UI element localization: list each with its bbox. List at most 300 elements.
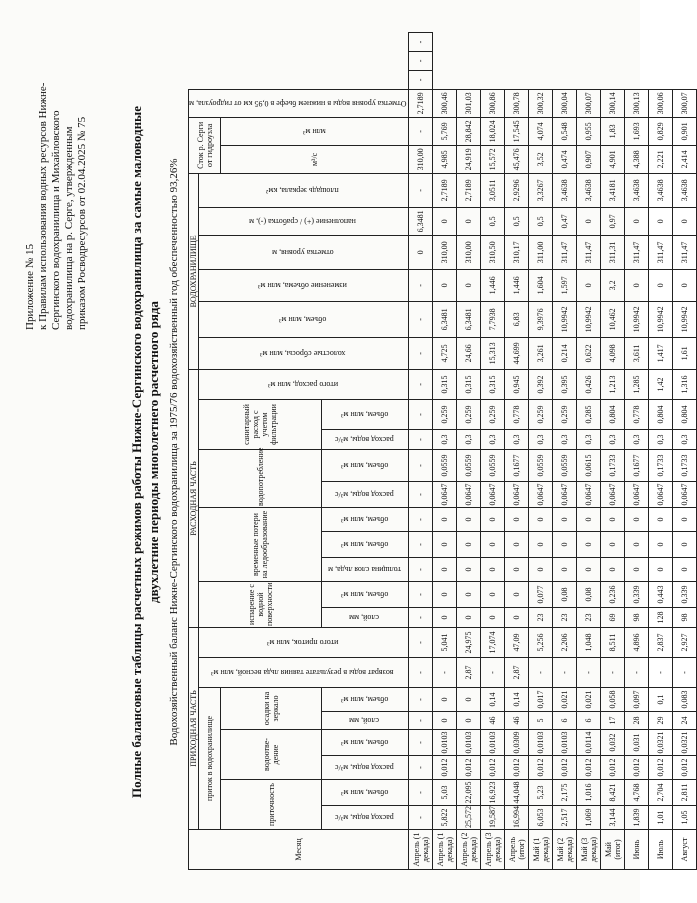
table-cell: - xyxy=(409,117,433,145)
header-water-use: водопотребление xyxy=(199,449,322,507)
table-cell: 0 xyxy=(409,235,433,269)
table-body xyxy=(409,32,697,869)
table-cell: 0 xyxy=(625,507,649,531)
table-cell: 0,0321 xyxy=(673,729,697,755)
table-cell: 0,0103 xyxy=(553,729,577,755)
table-cell: 0 xyxy=(577,557,601,581)
table-cell: 3,2 xyxy=(601,269,625,301)
table-cell: 0,829 xyxy=(649,117,673,145)
table-cell: 2,811 xyxy=(673,779,697,805)
table-cell: 10,9942 xyxy=(577,301,601,337)
table-cell: 44,048 xyxy=(505,779,529,805)
rotated-document xyxy=(10,12,690,892)
table-cell: 0,3 xyxy=(529,429,553,449)
table-cell: 0 xyxy=(649,557,673,581)
table-cell: 0 xyxy=(505,607,529,627)
table-cell: 5,03 xyxy=(433,779,457,805)
table-cell: 17,545 xyxy=(505,117,529,145)
table-cell: 22,095 xyxy=(457,779,481,805)
title-line: Полные балансовые таблицы расчетных режимов работы Нижне-Сергинского водохранилища за самые маловодные xyxy=(129,105,144,798)
table-row xyxy=(505,32,529,869)
table-cell: - xyxy=(409,301,433,337)
table-cell: 46 xyxy=(481,711,505,729)
table-cell: 0 xyxy=(481,581,505,607)
table-cell: 0,012 xyxy=(601,755,625,779)
table-cell: 0,804 xyxy=(601,399,625,429)
table-caption: Водохозяйственный баланс Нижне-Сергинского водохранилища за 1975/76 водохозяйственный год обеспеченностью 93,26% xyxy=(168,157,180,746)
table-cell: 0,339 xyxy=(625,581,649,607)
month-cell: Июнь xyxy=(625,829,649,869)
title-line: двухлетние периоды многолетнего расчетного ряда xyxy=(146,300,161,603)
table-cell: 44,699 xyxy=(505,337,529,369)
table-cell: 17,074 xyxy=(481,627,505,657)
table-cell: 0,012 xyxy=(625,755,649,779)
table-cell: 0 xyxy=(457,531,481,557)
table-cell: 310,00 xyxy=(457,235,481,269)
table-cell: 6,053 xyxy=(529,805,553,829)
table-cell: 300,04 xyxy=(553,89,577,117)
table-cell: 0,3 xyxy=(649,429,673,449)
table-cell: 301,03 xyxy=(457,89,481,117)
table-cell: 1,069 xyxy=(577,805,601,829)
table-cell: 18,024 xyxy=(481,117,505,145)
table-cell: 0,097 xyxy=(625,687,649,711)
table-cell: 0,077 xyxy=(529,581,553,607)
table-cell: 3,3267 xyxy=(529,173,553,207)
table-cell: 0,08 xyxy=(553,581,577,607)
table-cell: 0,5 xyxy=(505,207,529,235)
table-cell: 300,07 xyxy=(577,89,601,117)
table-cell: 0,3 xyxy=(577,429,601,449)
header-evap-vol: объем, млн м³ xyxy=(322,581,409,607)
header-ice-vol: объем, млн м³ xyxy=(322,531,409,557)
table-cell: 0,474 xyxy=(553,145,577,173)
table-cell: 2,206 xyxy=(553,627,577,657)
table-cell: 311,47 xyxy=(625,235,649,269)
month-cell: Апрель (2 декада) xyxy=(457,829,481,869)
month-cell: Август xyxy=(673,829,697,869)
table-cell: 300,46 xyxy=(433,89,457,117)
table-cell: 0,1 xyxy=(649,687,673,711)
header-precip-layer: слой, мм xyxy=(322,711,409,729)
table-cell: 0,1733 xyxy=(673,449,697,481)
table-cell: 3,4181 xyxy=(601,173,625,207)
table-cell: 4,985 xyxy=(433,145,457,173)
table-cell: 10,9942 xyxy=(553,301,577,337)
table-cell: 0,0103 xyxy=(481,729,505,755)
table-cell: 0,259 xyxy=(553,399,577,429)
table-cell: 2,7189 xyxy=(457,173,481,207)
table-cell: 0,259 xyxy=(481,399,505,429)
table-cell: 0,548 xyxy=(553,117,577,145)
table-cell: - xyxy=(409,687,433,711)
table-cell: 311,47 xyxy=(553,235,577,269)
table-row xyxy=(481,32,505,869)
table-cell: 1,604 xyxy=(529,269,553,301)
table-cell: 300,07 xyxy=(673,89,697,117)
header-vol-change: изменение объема, млн м³ xyxy=(199,269,409,301)
table-cell: - xyxy=(409,531,433,557)
table-cell: 0,08 xyxy=(577,581,601,607)
header-evaporation: испарение с водной поверхности xyxy=(199,581,322,627)
table-cell: 0 xyxy=(529,557,553,581)
table-row xyxy=(649,32,673,869)
table-cell: - xyxy=(577,657,601,687)
header-precip-vol: объем, млн м³ xyxy=(322,687,409,711)
table-cell: 0 xyxy=(625,557,649,581)
table-cell: 7,7938 xyxy=(481,301,505,337)
table-cell: 0,1733 xyxy=(649,449,673,481)
table-cell: - xyxy=(409,657,433,687)
table-cell: 4,725 xyxy=(433,337,457,369)
table-cell: 0 xyxy=(553,531,577,557)
table-cell: 0,395 xyxy=(553,369,577,399)
table-cell: 128 xyxy=(649,607,673,627)
table-cell: 0,339 xyxy=(673,581,697,607)
table-cell: - xyxy=(409,581,433,607)
table-cell: 0,5 xyxy=(481,207,505,235)
table-cell: 5,041 xyxy=(433,627,457,657)
table-cell: 300,32 xyxy=(529,89,553,117)
table-cell: 10,9942 xyxy=(673,301,697,337)
table-cell: 300,06 xyxy=(649,89,673,117)
table-cell: 1,597 xyxy=(553,269,577,301)
table-cell: 6 xyxy=(577,711,601,729)
month-cell: Май (1 декада) xyxy=(529,829,553,869)
table-cell: 0,901 xyxy=(673,117,697,145)
table-cell: 3,4638 xyxy=(673,173,697,207)
table-cell: 0,315 xyxy=(433,369,457,399)
table-cell: - xyxy=(409,711,433,729)
table-cell: - xyxy=(409,269,433,301)
table-cell: 0,032 xyxy=(601,729,625,755)
table-cell: 2,87 xyxy=(457,657,481,687)
table-cell: 0,083 xyxy=(673,687,697,711)
table-cell: 3,4638 xyxy=(625,173,649,207)
appendix-line: к Правилам использования водных ресурсов Нижне- xyxy=(37,82,49,330)
table-cell: 0,0647 xyxy=(673,481,697,507)
table-cell: 5,23 xyxy=(529,779,553,805)
header-expense-part: РАСХОДНАЯ ЧАСТЬ xyxy=(189,369,199,627)
table-cell: 311,00 xyxy=(529,235,553,269)
table-cell: 2,704 xyxy=(649,779,673,805)
table-cell: 0,012 xyxy=(481,755,505,779)
header-fill: наполнение (+) / сработка (-), м xyxy=(199,207,409,235)
table-cell: 0,0114 xyxy=(577,729,601,755)
table-cell: 4,098 xyxy=(601,337,625,369)
header-runoff: Сток р. Серги от гидроузла xyxy=(189,117,221,173)
table-cell: 2,175 xyxy=(553,779,577,805)
table-cell: 0 xyxy=(553,507,577,531)
table-cell: 0,14 xyxy=(481,687,505,711)
table-cell: 6 xyxy=(553,711,577,729)
table-cell: 1,048 xyxy=(577,627,601,657)
table-cell: 0,012 xyxy=(649,755,673,779)
table-row xyxy=(409,32,433,869)
table-cell: 23 xyxy=(577,607,601,627)
table-cell: 0,1733 xyxy=(601,449,625,481)
table-cell: 0 xyxy=(649,207,673,235)
table-cell: 5 xyxy=(529,711,553,729)
table-cell: 3,611 xyxy=(625,337,649,369)
table-cell: 0,955 xyxy=(577,117,601,145)
table-cell: 0,012 xyxy=(553,755,577,779)
header-total-inflow: итого приток, млн м³ xyxy=(199,627,409,657)
table-cell: 1,213 xyxy=(601,369,625,399)
table-cell: 0 xyxy=(457,687,481,711)
table-cell: 1,01 xyxy=(649,805,673,829)
table-cell: - xyxy=(409,507,433,531)
table-cell: 3,4638 xyxy=(577,173,601,207)
table-cell: 0 xyxy=(433,711,457,729)
table-cell: 0,236 xyxy=(601,581,625,607)
table-cell: 0 xyxy=(457,507,481,531)
table-cell: 0,0559 xyxy=(481,449,505,481)
table-cell: 0,426 xyxy=(577,369,601,399)
month-cell: Апрель (3 декада) xyxy=(481,829,505,869)
table-cell: 6,83 xyxy=(505,301,529,337)
table-cell: 1,839 xyxy=(625,805,649,829)
table-cell: 0 xyxy=(577,207,601,235)
table-cell: 1,693 xyxy=(625,117,649,145)
table-cell: 0,012 xyxy=(457,755,481,779)
table-cell: 0 xyxy=(505,531,529,557)
table-cell: 2,7189 xyxy=(409,89,433,117)
table-cell: 0 xyxy=(601,507,625,531)
table-cell: 0 xyxy=(625,207,649,235)
table-cell: 0 xyxy=(433,507,457,531)
table-cell: 0,315 xyxy=(481,369,505,399)
table-cell: 1,316 xyxy=(673,369,697,399)
table-cell: 1,83 xyxy=(601,117,625,145)
table-cell: 2,87 xyxy=(505,657,529,687)
table-cell: 10,462 xyxy=(601,301,625,337)
table-cell: 0 xyxy=(529,531,553,557)
table-cell: - xyxy=(409,755,433,779)
table-cell: 0 xyxy=(457,607,481,627)
table-cell: 0,0559 xyxy=(529,449,553,481)
table-cell: 0,0103 xyxy=(529,729,553,755)
table-cell: 3,261 xyxy=(529,337,553,369)
table-row xyxy=(673,32,697,869)
table-cell: 0,0647 xyxy=(601,481,625,507)
table-cell: - xyxy=(409,369,433,399)
header-month: Месяц xyxy=(189,829,409,869)
table-cell: 311,31 xyxy=(601,235,625,269)
table-cell: 311,47 xyxy=(577,235,601,269)
table-cell: 300,14 xyxy=(601,89,625,117)
table-cell: 0 xyxy=(457,581,481,607)
table-cell: 0 xyxy=(577,531,601,557)
table-cell: 0,47 xyxy=(553,207,577,235)
table-cell: - xyxy=(409,779,433,805)
table-cell: 0,3 xyxy=(601,429,625,449)
table-cell: 0 xyxy=(481,607,505,627)
table-cell: 1,016 xyxy=(577,779,601,805)
table-row xyxy=(601,32,625,869)
table-cell: - xyxy=(409,607,433,627)
table-cell: 24,919 xyxy=(457,145,481,173)
table-cell: 300,78 xyxy=(505,89,529,117)
table-cell: 29 xyxy=(649,711,673,729)
header-inflow-group: приток в водохранилище xyxy=(199,687,221,829)
header-reservoir: ВОДОХРАНИЛИЩЕ xyxy=(189,173,199,369)
appendix-line: водохранилища на р. Серге, утвержденным xyxy=(63,126,75,330)
table-cell: 6,3481 xyxy=(409,207,433,235)
table-cell: 2,517 xyxy=(553,805,577,829)
header-sanitary-rate: расход воды, м³/с xyxy=(322,429,409,449)
table-cell: 0,3 xyxy=(505,429,529,449)
table-cell: 0,804 xyxy=(649,399,673,429)
header-water-release: водоотве-дение xyxy=(221,729,322,779)
table-row xyxy=(529,32,553,869)
table-cell: 3,4638 xyxy=(649,173,673,207)
table-cell: 47,09 xyxy=(505,627,529,657)
table-cell: 15,572 xyxy=(481,145,505,173)
table-cell: 0 xyxy=(433,607,457,627)
table-cell: 5,769 xyxy=(433,117,457,145)
table-cell: 0,622 xyxy=(577,337,601,369)
table-cell: - xyxy=(409,557,433,581)
table-cell: 2,837 xyxy=(649,627,673,657)
table-cell: 0,0647 xyxy=(577,481,601,507)
table-cell: 0,0615 xyxy=(577,449,601,481)
table-cell: 310,00 xyxy=(433,235,457,269)
header-tailwater: Отметка уровня воды в нижнем бьефе в 0,95 км от гидроузла, м xyxy=(189,89,409,117)
table-cell: - xyxy=(649,657,673,687)
table-cell: 0 xyxy=(577,507,601,531)
table-cell: 0,0559 xyxy=(457,449,481,481)
table-cell: 0 xyxy=(649,507,673,531)
table-cell: 2,221 xyxy=(649,145,673,173)
month-cell: Май (2 декада) xyxy=(553,829,577,869)
header-ice-extra: объем, млн м³ xyxy=(322,507,409,531)
table-cell: 4,074 xyxy=(529,117,553,145)
table-cell: 0 xyxy=(649,269,673,301)
table-cell: 24 xyxy=(673,711,697,729)
table-cell: 3,4638 xyxy=(553,173,577,207)
month-cell: Май (итог) xyxy=(601,829,625,869)
table-cell: 0,0103 xyxy=(457,729,481,755)
table-cell: 0,945 xyxy=(505,369,529,399)
table-cell: 1,446 xyxy=(505,269,529,301)
table-cell: 28,842 xyxy=(457,117,481,145)
header-runoff-rate: м³/с xyxy=(221,145,409,173)
table-cell: 0,0647 xyxy=(529,481,553,507)
table-cell: - xyxy=(409,51,433,70)
table-cell: 0,0647 xyxy=(649,481,673,507)
table-cell: 0,804 xyxy=(673,399,697,429)
table-cell: 0,315 xyxy=(457,369,481,399)
month-cell: Май (3 декада) xyxy=(577,829,601,869)
table-cell: 0 xyxy=(601,531,625,557)
table-cell: 2,414 xyxy=(673,145,697,173)
table-cell: 0,0647 xyxy=(625,481,649,507)
table-row xyxy=(433,32,457,869)
table-cell: 0,5 xyxy=(529,207,553,235)
table-cell: 17 xyxy=(601,711,625,729)
table-cell: 0,97 xyxy=(601,207,625,235)
table-cell: 0 xyxy=(505,581,529,607)
table-cell: - xyxy=(409,399,433,429)
header-tributary-vol: объем, млн м³ xyxy=(322,779,409,805)
table-cell: 2,7189 xyxy=(433,173,457,207)
table-cell: 0,443 xyxy=(649,581,673,607)
table-cell: 23 xyxy=(553,607,577,627)
table-cell: 0,0647 xyxy=(553,481,577,507)
table-cell: 1,61 xyxy=(673,337,697,369)
header-level: отметка уровня, м xyxy=(199,235,409,269)
table-cell: - xyxy=(673,657,697,687)
table-cell: 3,144 xyxy=(601,805,625,829)
table-cell: 0,259 xyxy=(457,399,481,429)
month-cell: Апрель (итог) xyxy=(505,829,529,869)
table-cell: 4,768 xyxy=(625,779,649,805)
table-row xyxy=(625,32,649,869)
table-row xyxy=(457,32,481,869)
table-cell: 0 xyxy=(553,557,577,581)
table-row xyxy=(577,32,601,869)
table-cell: 0,017 xyxy=(529,687,553,711)
table-cell: 0,0647 xyxy=(505,481,529,507)
table-cell: 0,012 xyxy=(505,755,529,779)
table-cell: 0 xyxy=(673,507,697,531)
table-cell: 0 xyxy=(457,269,481,301)
table-cell: 0,0647 xyxy=(433,481,457,507)
table-cell: 2,9296 xyxy=(505,173,529,207)
table-cell: 311,47 xyxy=(673,235,697,269)
month-cell: Апрель (1 декада) xyxy=(433,829,457,869)
header-runoff-vol: млн м³ xyxy=(221,117,409,145)
table-cell: 0 xyxy=(433,557,457,581)
table-cell: 69 xyxy=(601,607,625,627)
table-cell: 0,778 xyxy=(625,399,649,429)
table-cell: - xyxy=(553,657,577,687)
table-cell: 0 xyxy=(529,507,553,531)
table-cell: 1,446 xyxy=(481,269,505,301)
table-cell: 0 xyxy=(577,269,601,301)
table-cell: 0 xyxy=(457,557,481,581)
header-release-vol: объем, млн м³ xyxy=(322,729,409,755)
table-cell: - xyxy=(529,657,553,687)
table-cell: 45,476 xyxy=(505,145,529,173)
table-cell: 0,3 xyxy=(433,429,457,449)
table-cell: 0 xyxy=(457,207,481,235)
table-cell: 1,285 xyxy=(625,369,649,399)
document-title xyxy=(128,72,162,832)
table-cell: 8,421 xyxy=(601,779,625,805)
table-cell: 10,9942 xyxy=(649,301,673,337)
table-cell: 0,0559 xyxy=(553,449,577,481)
table-cell: 0 xyxy=(433,269,457,301)
table-cell: - xyxy=(433,657,457,687)
table-cell: 0,0647 xyxy=(481,481,505,507)
table-cell: 0,392 xyxy=(529,369,553,399)
table-cell: 16,994 xyxy=(505,805,529,829)
header-total-outflow: итого расход, млн м³ xyxy=(199,369,409,399)
appendix-note xyxy=(24,30,89,330)
table-cell: 24,975 xyxy=(457,627,481,657)
table-cell: 0,0103 xyxy=(433,729,457,755)
table-cell: 4,896 xyxy=(625,627,649,657)
table-cell: - xyxy=(409,173,433,207)
table-cell: 0,1677 xyxy=(625,449,649,481)
appendix-line: приказом Росводресурсов от 02.04.2025 № 75 xyxy=(76,116,88,330)
table-cell: 0,3 xyxy=(625,429,649,449)
table-cell: 0 xyxy=(505,507,529,531)
table-cell: 0,0321 xyxy=(649,729,673,755)
table-cell: 19,587 xyxy=(481,805,505,829)
